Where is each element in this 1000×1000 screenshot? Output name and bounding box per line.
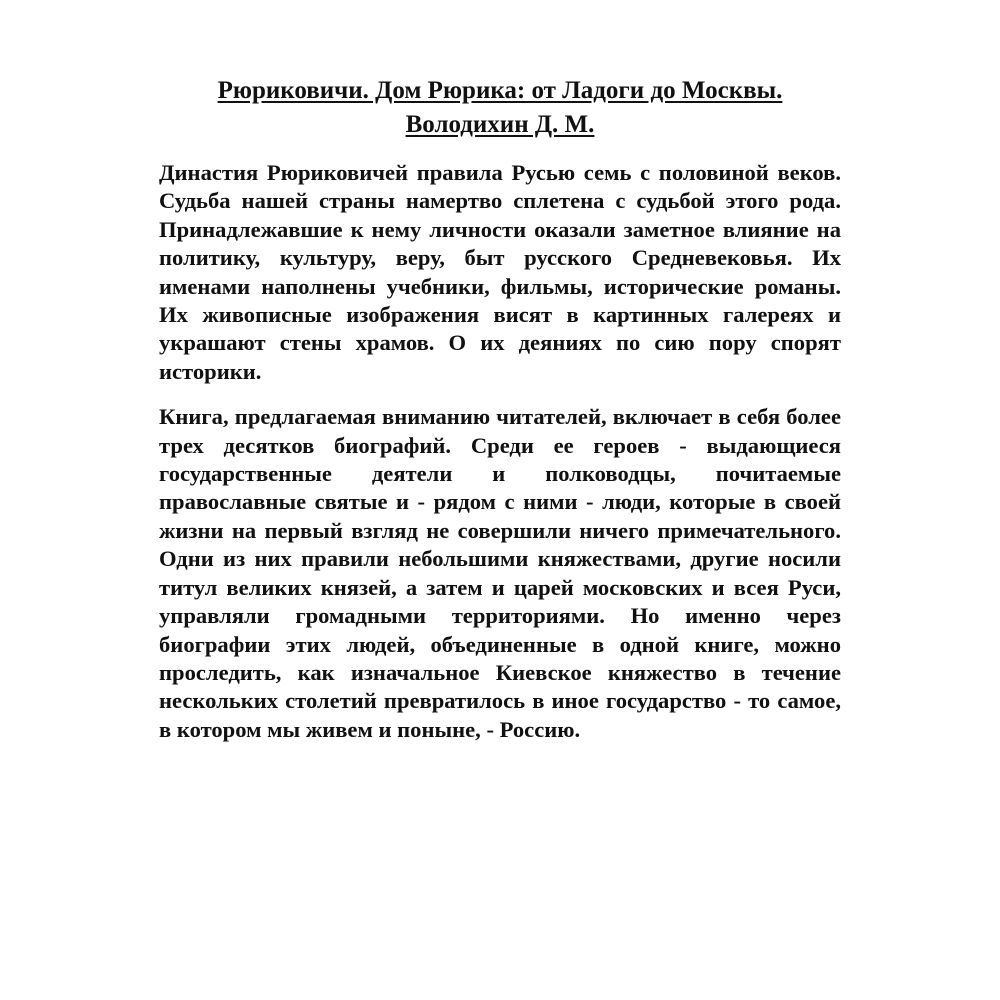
description-paragraph-2: Книга, предлагаемая вниманию читателей, включает в себя более трех десятков биографий. Среди ее героев - выдающиеся государственные деятели и полководцы, почитаемые православные святые и - рядом с ними - люди, которые в своей жизни на первый взгляд не совершили ничего примечательного. Одни из них правили небольшими княжествами, другие носили титул великих князей, а затем и царей московских и всея Руси, управляли громадными территориями. Но именно через биографии этих людей, объединенные в одной книге, можно проследить, как изначальное Киевское княжество в течение нескольких столетий превратилось в иное государство - то самое, в котором мы живем и поныне, - Россию. (159, 404, 841, 742)
book-author: Володихин Д. М. (405, 111, 595, 138)
book-title: Рюриковичи. Дом Рюрика: от Ладоги до Москвы. (217, 77, 783, 104)
description-paragraph-1: Династия Рюриковичей правила Русью семь с половиной веков. Судьба нашей страны намертво сплетена с судьбой этого рода. Принадлежавшие к нему личности оказали заметное влияние на политику, культуру, веру, быт русского Средневековья. Их именами наполнены учебники, фильмы, исторические романы. Их живописные изображения висят в картинных галереях и украшают стены храмов. О их деяниях по сию пору спорят историки. (159, 160, 841, 384)
